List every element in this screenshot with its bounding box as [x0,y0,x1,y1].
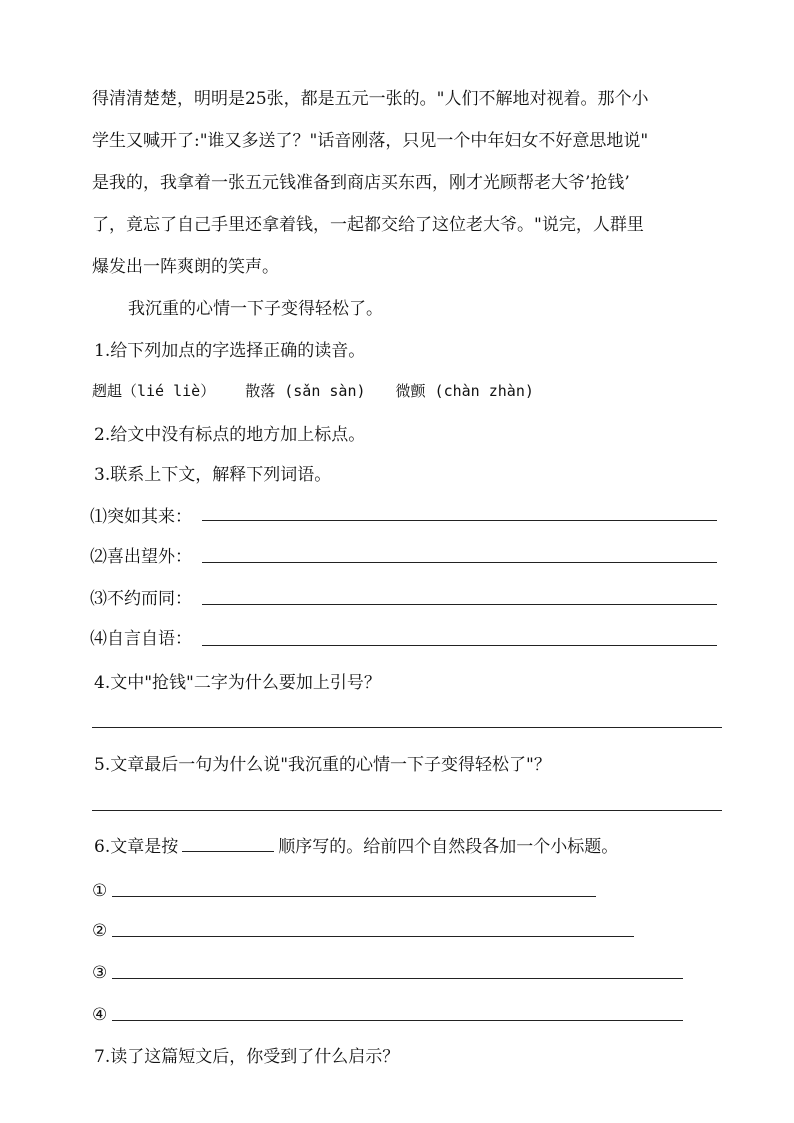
passage-last-paragraph: 我沉重的心情一下子变得轻松了。 [128,299,383,319]
question-7-prompt: 7.读了这篇短文后，你受到了什么启示？ [94,1047,400,1067]
answer-line-3-3[interactable] [202,604,717,605]
pinyin-option-3: 微颤 (chàn zhàn) [395,382,534,400]
passage-line-3: 是我的，我拿着一张五元钱准备到商店买东西，刚才光顾帮老大爷’抢钱’ [92,173,630,193]
answer-line-3-2[interactable] [202,562,717,563]
pinyin-option-1: 趔趄（lié liè） [92,382,216,400]
question-6-item-2: ② [92,921,108,941]
answer-line-4[interactable] [92,727,722,728]
question-3-prompt: 3.联系上下文，解释下列词语。 [94,465,332,485]
answer-line-5[interactable] [92,810,722,811]
question-2-prompt: 2.给文中没有标点的地方加上标点。 [94,425,366,445]
answer-line-6-4[interactable] [112,1020,683,1021]
passage-line-4: 了，竟忘了自己手里还拿着钱，一起都交给了这位老大爷。"说完，人群里 [92,215,644,235]
passage-line-5: 爆发出一阵爽朗的笑声。 [92,257,279,277]
answer-line-3-1[interactable] [202,520,717,521]
passage-line-2: 学生又喊开了:"谁又多送了？"话音刚落，只见一个中年妇女不好意思地说" [92,131,649,151]
question-6-prompt-before: 6.文章是按 [94,837,179,857]
question-3-item-3: ⑶不约而同： [90,589,192,609]
question-6-item-4: ④ [92,1005,108,1025]
answer-line-6-3[interactable] [112,978,683,979]
question-6-item-3: ③ [92,963,108,983]
question-6-order-blank[interactable] [182,837,274,852]
question-1-options [92,380,534,402]
question-4-prompt: 4.文中"抢钱"二字为什么要加上引号？ [94,673,381,693]
passage-line-1: 得清清楚楚，明明是25张，都是五元一张的。"人们不解地对视着。那个小 [92,89,649,109]
question-3-item-4: ⑷自言自语： [90,629,192,649]
question-6-prompt-after: 顺序写的。给前四个自然段各加一个小标题。 [278,837,619,857]
question-3-item-2: ⑵喜出望外： [90,547,192,567]
answer-line-3-4[interactable] [202,645,717,646]
question-1-prompt: 1.给下列加点的字选择正确的读音。 [94,341,366,361]
answer-line-6-2[interactable] [112,936,634,937]
question-3-item-1: ⑴突如其来： [90,507,192,527]
answer-line-6-1[interactable] [112,896,596,897]
question-6-prompt [94,836,618,858]
pinyin-option-2: 散落 (sǎn sàn) [245,382,366,400]
question-5-prompt: 5.文章最后一句为什么说"我沉重的心情一下子变得轻松了"？ [94,755,551,775]
question-6-item-1: ① [92,881,108,901]
